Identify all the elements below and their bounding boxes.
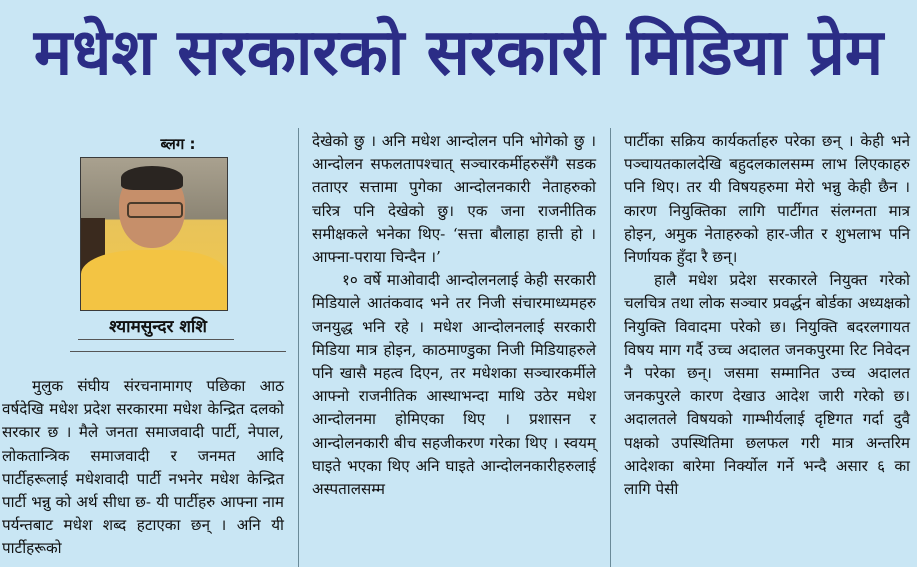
byline-divider xyxy=(78,339,234,340)
paragraph: मुलुक संघीय संरचनामागए पछिका आठ वर्षदेखि मधेश प्रदेश सरकारमा मधेश केन्द्रित दलको सरकार छ । मैले जनता समाजवादी पार्टी, नेपाल, लोकतान्त्रिक समाजवादी र जनमत आदि पार्टीहरूलाई मधेशवादी पार्टी नभनेर मधेश केन्द्रित पार्टी भन्नु को अर्थ सीधा छ- यी पार्टीहरु आफ्ना नाम पर्यन्तबाट मधेश शब्द हटाएका छन् । अनि यी पार्टीहरूको xyxy=(2,377,284,558)
byline-box xyxy=(70,133,286,352)
author-name: श्यामसुन्दर शशि xyxy=(109,317,207,337)
column-divider xyxy=(610,128,611,567)
paragraph: पार्टीका सक्रिय कार्यकर्ताहरु परेका छन् । केही भने पञ्चायतकालदेखि बहुदलकालसम्म लाभ लिएकाहरु पनि थिए। तर यी विषयहरुमा मेरो भन्नु केही छैन । कारण नियुक्तिका लागि पार्टीगत संलग्नता मात्र होइन, अमुक नेताहरुको हार-जीत र शुभलाभ पनि निर्णायक हुँदा रै छन्। xyxy=(624,132,910,267)
article-column-3 xyxy=(624,130,910,501)
article-column-1 xyxy=(2,375,284,561)
article-column-2 xyxy=(312,130,596,501)
paragraph: १० वर्षे माओवादी आन्दोलनलाई केही सरकारी मिडियाले आतंकवाद भने तर निजी संचारमाध्यमहरु जनयुद्ध भनि रहे । मधेश आन्दोलनलाई सरकारी मिडिया मात्र होइन, काठमाण्डुका निजी मिडियाहरुले पनि खासै महत्व दिएन, तर मधेशका सञ्चारकर्मीले आफ्नो राजनीतिक आस्थाभन्दा माथि उठेर मधेश आन्दोलनमा होमिएका थिए । प्रशासन र आन्दोलनकारी बीच सहजीकरण गरेका थिए । स्वयम् घाइते भएका थिए अनि घाइते आन्दोलनकारीहरुलाई अस्पतालसम्म xyxy=(312,271,596,499)
author-photo xyxy=(80,157,228,311)
paragraph: हालै मधेश प्रदेश सरकारले नियुक्त गरेको चलचित्र तथा लोक सञ्चार प्रवर्द्धन बोर्डका अध्यक्षको नियुक्ति विवादमा परेको छ। नियुक्ति बदरलगायत विषय माग गर्दै उच्च अदालत जनकपुरमा रिट निवेदन नै परेका छन्। जसमा सम्मानित उच्च अदालत जनकपुरले कारण देखाउ आदेश जारी गरेको छ। अदालतले विषयको गाम्भीर्यलाई दृष्टिगत गर्दा दुवै पक्षको उपस्थितिमा छलफल गरी मात्र अन्तरिम आदेशका बारेमा निर्क्योल गर्ने भन्दै असार ६ का लागि पेसी xyxy=(624,271,910,499)
byline-label: ब्लग : xyxy=(160,135,196,153)
column-divider xyxy=(298,128,299,567)
paragraph: देखेको छु । अनि मधेश आन्दोलन पनि भोगेको छु । आन्दोलन सफलतापश्चात् सञ्चारकर्मीहरुसँगै सडक तताएर सत्तामा पुगेका आन्दोलनकारी नेताहरुको चरित्र पनि देखेको छु। एक जना राजनीतिक समीक्षकले भनेका थिए- ‘सत्ता बौलाहा हात्ती हो । आफ्ना-पराया चिन्दैन ।’ xyxy=(312,132,596,267)
article-headline: मधेश सरकारको सरकारी मिडिया प्रेम xyxy=(33,16,884,90)
